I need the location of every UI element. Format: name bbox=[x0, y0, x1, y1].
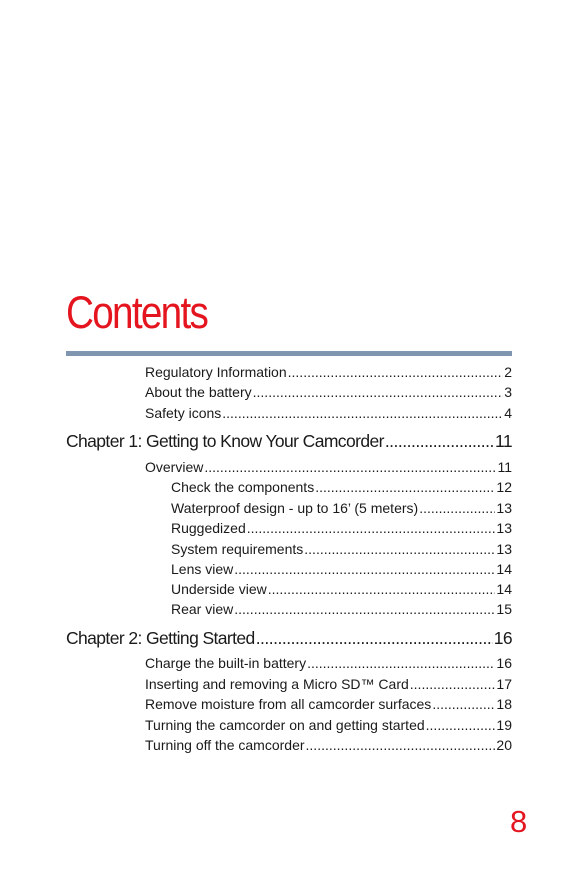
toc-entry-label: Rear view bbox=[171, 601, 234, 617]
toc-chapter-label: Chapter 2: Getting Started bbox=[66, 628, 255, 648]
toc-entry-label: Overview bbox=[145, 459, 204, 475]
toc-entry-page: 2 bbox=[504, 364, 512, 380]
toc-entry-label: About the battery bbox=[145, 384, 252, 400]
toc-entry-overview[interactable] bbox=[145, 459, 512, 475]
toc-entry-label: Check the components bbox=[171, 479, 315, 495]
toc-entry-label: Waterproof design - up to 16’ (5 meters) bbox=[171, 500, 419, 516]
toc-entry-page: 3 bbox=[504, 384, 512, 400]
toc-entry-page: 14 bbox=[496, 561, 512, 577]
toc-entry-label: Regulatory Information bbox=[145, 364, 287, 380]
toc-entry-label: Turning the camcorder on and getting started bbox=[145, 717, 425, 733]
toc-entry-charge-battery[interactable] bbox=[145, 655, 512, 671]
toc-entry-waterproof[interactable] bbox=[171, 500, 512, 516]
toc-entry-check-components[interactable] bbox=[171, 479, 512, 495]
page-title: Contents bbox=[66, 287, 208, 338]
toc-chapter-page: 16 bbox=[493, 628, 512, 648]
toc-entry-page: 11 bbox=[497, 459, 512, 475]
toc-entry-page: 20 bbox=[496, 737, 512, 753]
toc-entry-label: Remove moisture from all camcorder surfaces bbox=[145, 696, 432, 712]
toc-entry-page: 17 bbox=[496, 676, 512, 692]
toc-chapter-label: Chapter 1: Getting to Know Your Camcorder bbox=[66, 431, 384, 451]
toc-entry-turning-off[interactable] bbox=[145, 737, 512, 753]
toc-entry-ruggedized[interactable] bbox=[171, 520, 512, 536]
toc-entry-page: 16 bbox=[496, 655, 512, 671]
toc-chapter-page: 11 bbox=[495, 431, 512, 451]
toc-entry-safety-icons[interactable] bbox=[145, 405, 512, 421]
page-number: 8 bbox=[510, 804, 528, 839]
toc-entry-label: System requirements bbox=[171, 541, 304, 557]
toc-chapter-1[interactable] bbox=[66, 431, 512, 452]
toc-entry-remove-moisture[interactable] bbox=[145, 696, 512, 712]
toc-entry-underside-view[interactable] bbox=[171, 581, 512, 597]
toc-entry-label: Safety icons bbox=[145, 405, 222, 421]
toc-entry-turning-on[interactable] bbox=[145, 717, 512, 733]
toc-entry-page: 18 bbox=[496, 696, 512, 712]
toc-entry-label: Inserting and removing a Micro SD™ Card bbox=[145, 676, 409, 692]
toc-entry-page: 12 bbox=[496, 479, 512, 495]
toc-entry-page: 14 bbox=[496, 581, 512, 597]
toc-entry-page: 19 bbox=[496, 717, 512, 733]
toc-entry-page: 15 bbox=[496, 601, 512, 617]
toc-entry-page: 13 bbox=[496, 520, 512, 536]
toc-entry-battery[interactable] bbox=[145, 384, 512, 400]
toc-entry-rear-view[interactable] bbox=[171, 601, 512, 617]
toc-entry-label: Underside view bbox=[171, 581, 267, 597]
toc-entry-lens-view[interactable] bbox=[171, 561, 512, 577]
toc-entry-label: Turning off the camcorder bbox=[145, 737, 305, 753]
toc-entry-label: Charge the built-in battery bbox=[145, 655, 307, 671]
toc-entry-label: Lens view bbox=[171, 561, 234, 577]
toc-entry-page: 4 bbox=[504, 405, 512, 421]
toc-entry-page: 13 bbox=[496, 541, 512, 557]
toc-entry-system-requirements[interactable] bbox=[171, 541, 512, 557]
toc-entry-label: Ruggedized bbox=[171, 520, 246, 536]
toc-entry-page: 13 bbox=[496, 500, 512, 516]
toc-entry-regulatory[interactable] bbox=[145, 364, 512, 380]
toc-chapter-2[interactable] bbox=[66, 628, 512, 649]
toc-entry-micro-sd[interactable] bbox=[145, 676, 512, 692]
